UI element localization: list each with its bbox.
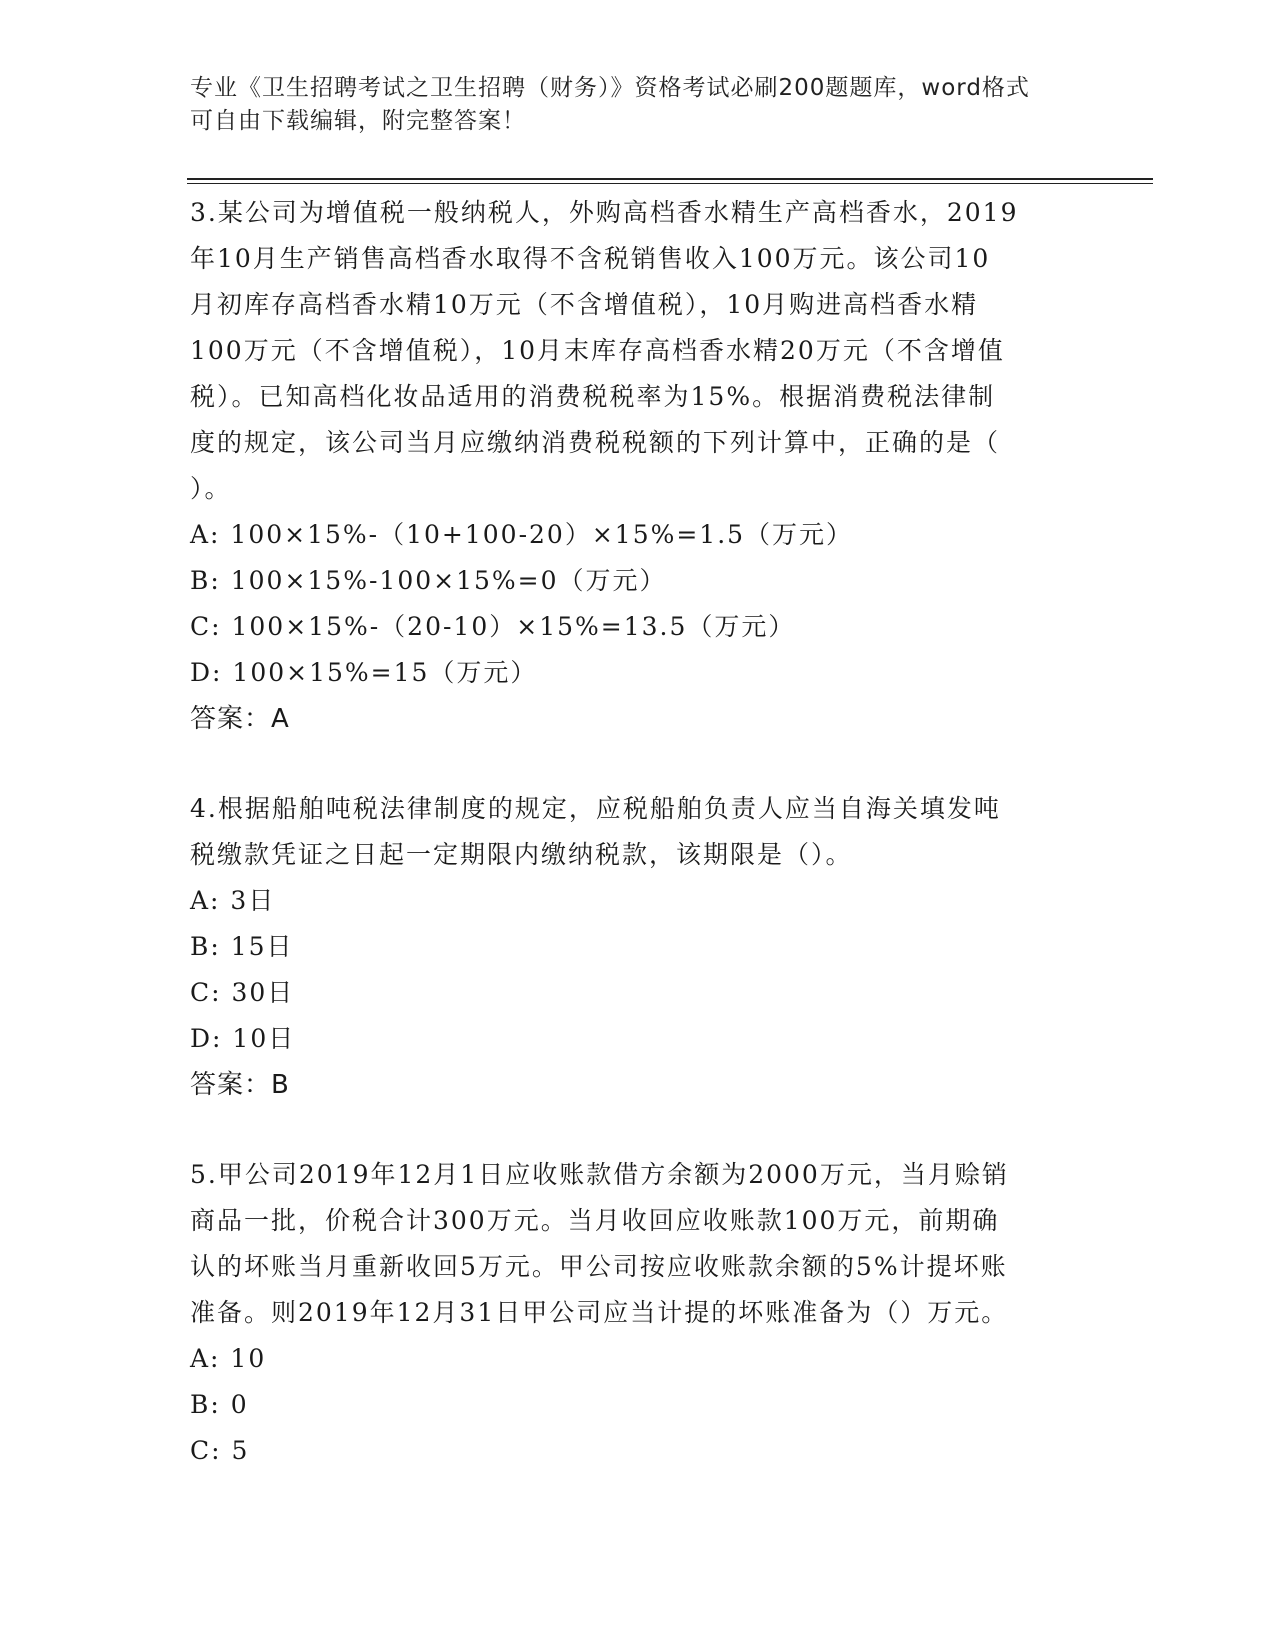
option-c: C: 30日 xyxy=(190,978,295,1007)
header-line-2: 可自由下载编辑，附完整答案！ xyxy=(190,108,526,134)
answer-label: 答案：B xyxy=(190,1070,290,1100)
option-d: D: 10日 xyxy=(190,1024,296,1053)
option-b: B: 15日 xyxy=(190,932,294,961)
question-stem-line: 3.某公司为增值税一般纳税人，外购高档香水精生产高档香水，2019 xyxy=(190,198,1019,227)
question-list xyxy=(190,190,1090,1474)
question-stem-line: 税缴款凭证之日起一定期限内缴纳税款，该期限是（）。 xyxy=(190,840,853,869)
question-stem-line: ）。 xyxy=(190,474,232,503)
header-divider-thick xyxy=(187,178,1153,180)
option-a: A: 3日 xyxy=(190,886,276,915)
answer-label: 答案：A xyxy=(190,704,290,734)
option-b: B: 0 xyxy=(190,1390,249,1419)
question-stem-line: 5.甲公司2019年12月1日应收账款借方余额为2000万元，当月赊销 xyxy=(190,1160,1009,1189)
question-stem-line: 准备。则2019年12月31日甲公司应当计提的坏账准备为（）万元。 xyxy=(190,1298,1009,1327)
question-stem-line: 认的坏账当月重新收回5万元。甲公司按应收账款余额的5%计提坏账 xyxy=(190,1252,1008,1281)
question-block-3 xyxy=(190,190,1090,742)
option-c: C: 100×15%-（20-10）×15%=13.5（万元） xyxy=(190,612,796,641)
option-c: C: 5 xyxy=(190,1436,250,1465)
header-divider-thin xyxy=(187,183,1153,184)
question-stem-line: 100万元（不含增值税），10月末库存高档香水精20万元（不含增值 xyxy=(190,336,1005,365)
question-stem-line: 月初库存高档香水精10万元（不含增值税），10月购进高档香水精 xyxy=(190,290,979,319)
option-d: D: 100×15%=15（万元） xyxy=(190,658,538,687)
question-spacer xyxy=(190,742,1090,786)
question-block-5 xyxy=(190,1152,1090,1474)
question-stem-line: 4.根据船舶吨税法律制度的规定，应税船舶负责人应当自海关填发吨 xyxy=(190,794,1001,823)
option-a: A: 100×15%-（10+100-20）×15%=1.5（万元） xyxy=(190,520,854,549)
document-header xyxy=(190,72,1070,138)
question-stem-line: 度的规定，该公司当月应缴纳消费税税额的下列计算中，正确的是（ xyxy=(190,428,1001,457)
option-b: B: 100×15%-100×15%=0（万元） xyxy=(190,566,667,595)
question-stem-line: 年10月生产销售高档香水取得不含税销售收入100万元。该公司10 xyxy=(190,244,991,273)
question-block-4 xyxy=(190,786,1090,1108)
question-stem-line: 商品一批，价税合计300万元。当月收回应收账款100万元，前期确 xyxy=(190,1206,1000,1235)
header-line-1: 专业《卫生招聘考试之卫生招聘（财务）》资格考试必刷200题题库，word格式 xyxy=(190,75,1030,101)
question-stem-line: 税）。已知高档化妆品适用的消费税税率为15%。根据消费税法律制 xyxy=(190,382,996,411)
option-a: A: 10 xyxy=(190,1344,267,1373)
question-spacer xyxy=(190,1108,1090,1152)
